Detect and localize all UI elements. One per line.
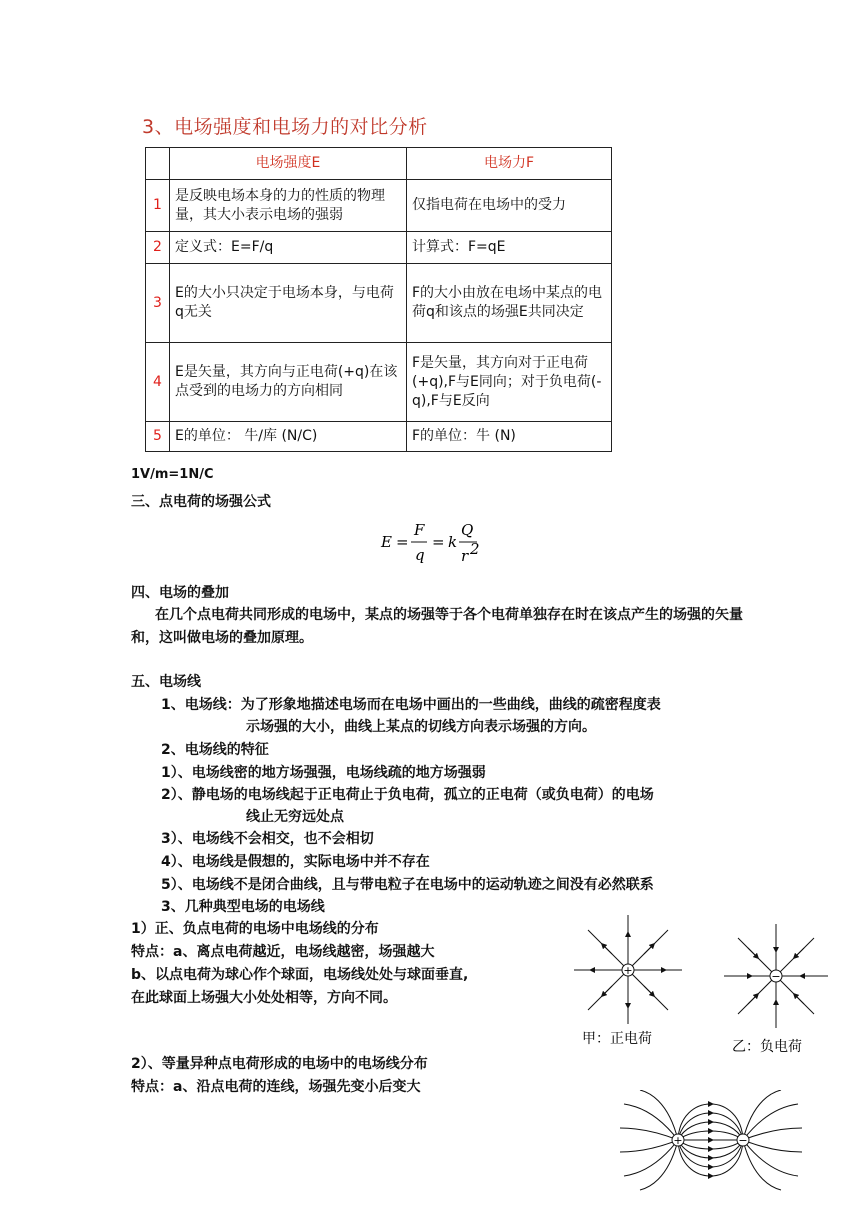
typical-1-feature-b-cont: 在此球面上场强大小处处相等，方向不同。 [131,990,397,1006]
table-row [146,180,612,232]
header-field-strength: 电场强度E [170,148,407,180]
dipole-field-diagram [618,1090,808,1212]
section-title-comparison: 3、电场强度和电场力的对比分析 [142,116,428,138]
row-number: 1 [146,180,170,232]
cell-f: 仅指电荷在电场中的受力 [407,180,612,232]
features-title: 2、电场线的特征 [161,742,269,758]
typical-2-title: 2）、等量异种点电荷形成的电场中的电场线分布 [131,1056,428,1072]
feature-2: 2）、静电场的电场线起于正电荷止于负电荷，孤立的正电荷（或负电荷）的电场 [161,787,654,803]
minus-sign: − [771,970,781,983]
typical-1-title: 1）正、负点电荷的电场中电场线的分布 [131,921,379,937]
cell-e: 是反映电场本身的力的性质的物理量，其大小表示电场的强弱 [170,180,407,232]
cell-f: 计算式：F=qE [407,232,612,264]
feature-4: 4）、电场线是假想的，实际电场中并不存在 [161,854,430,870]
row-number: 5 [146,422,170,452]
cell-f: F的大小由放在电场中某点的电荷q和该点的场强E共同决定 [407,264,612,343]
point-charge-formula [375,518,485,568]
field-line-definition: 1、电场线：为了形象地描述电场而在电场中画出的一些曲线，曲线的疏密程度表 [161,697,661,713]
row-number: 4 [146,343,170,422]
comparison-table [145,147,612,452]
table-header-row [146,148,612,180]
cell-e: E的单位： 牛/库 (N/C) [170,422,407,452]
dipole-plus-sign: + [673,1134,683,1147]
unit-note: 1V/m=1N/C [131,467,214,482]
formula-eq1: = [396,533,409,551]
superposition-text: 在几个点电荷共同形成的电场中，某点的场强等于各个电荷单独存在时在该点产生的场强的矢量和，这叫做电场的叠加原理。 [131,607,743,646]
formula-f: F [414,521,425,539]
dipole-minus-sign: − [738,1134,748,1147]
feature-3: 3）、电场线不会相交，也不会相切 [161,831,374,847]
typical-2-feature-a: 特点：a、沿点电荷的连线，场强先变小后变大 [131,1079,421,1095]
feature-2-cont: 线止无穷远处点 [246,809,344,825]
feature-1: 1）、电场线密的地方场强强，电场线疏的地方场强弱 [161,765,486,781]
cell-f: F的单位：牛 (N) [407,422,612,452]
formula-q: q [415,546,425,564]
formula-big-q: Q [461,521,474,539]
table-row [146,343,612,422]
section-title-field-lines: 五、电场线 [131,674,201,690]
positive-charge-diagram [572,910,687,1050]
formula-e: E [381,533,392,551]
field-line-definition-cont: 示场强的大小，曲线上某点的切线方向表示场强的方向。 [246,719,596,735]
table-corner-cell [146,148,170,180]
formula-r: r [461,547,469,565]
positive-charge-caption: 甲：正电荷 [582,1031,652,1047]
section-title-point-charge: 三、点电荷的场强公式 [131,494,271,510]
typical-1-feature-b: b、以点电荷为球心作个球面，电场线处处与球面垂直, [131,967,469,983]
cell-e: 定义式：E=F/q [170,232,407,264]
section-title-superposition: 四、电场的叠加 [131,585,229,601]
header-field-force: 电场力F [407,148,612,180]
cell-f: F是矢量，其方向对于正电荷(+q),F与E同向；对于负电荷(-q),F与E反向 [407,343,612,422]
negative-charge-diagram [722,920,837,1060]
formula-exponent: 2 [470,540,480,558]
formula-eq2: = [432,533,445,551]
row-number: 2 [146,232,170,264]
table-row [146,422,612,452]
cell-e: E的大小只决定于电场本身，与电荷q无关 [170,264,407,343]
plus-sign: + [623,964,633,977]
typical-fields-title: 3、几种典型电场的电场线 [161,899,325,915]
table-row [146,264,612,343]
table-row [146,232,612,264]
cell-e: E是矢量，其方向与正电荷(+q)在该点受到的电场力的方向相同 [170,343,407,422]
row-number: 3 [146,264,170,343]
negative-charge-caption: 乙：负电荷 [732,1039,802,1055]
formula-k: k [448,533,458,551]
feature-5: 5）、电场线不是闭合曲线，且与带电粒子在电场中的运动轨迹之间没有必然联系 [161,877,654,893]
typical-1-feature-a: 特点：a、离点电荷越近，电场线越密，场强越大 [131,944,435,960]
